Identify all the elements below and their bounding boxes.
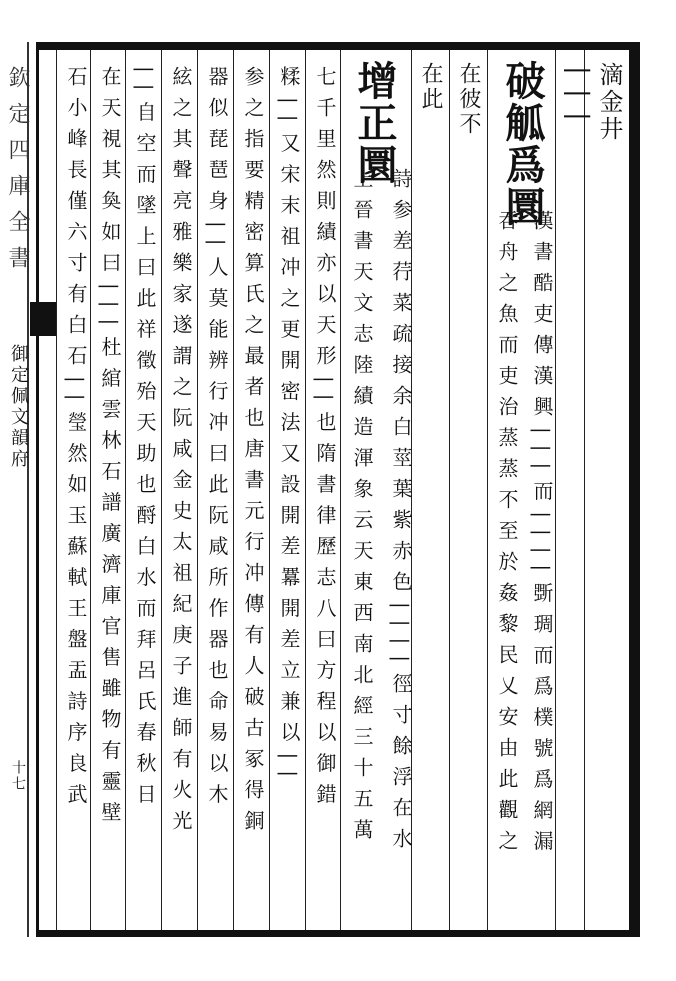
edge-book-title: 御定佩文韻府 xyxy=(8,344,29,470)
text-column: 器似琵琶身||人莫能辨行冲曰此阮咸所作器也命易以木 xyxy=(205,66,229,815)
frame-bottom-border xyxy=(36,930,640,937)
black-block-marker xyxy=(30,302,56,336)
column-rule xyxy=(584,50,585,930)
text-column: 上晉書天文志陸績造渾象云天東西南北經三十五萬 xyxy=(350,168,374,850)
text-column: 参之指要精密算氏之最者也唐書元行冲傳有人破古冢得銅 xyxy=(241,66,265,841)
frame-right-border xyxy=(629,42,640,937)
header-text: 滴金井 xyxy=(595,62,623,143)
column-rule xyxy=(449,50,450,930)
edge-page-number: 十七 xyxy=(10,760,26,792)
cropped-edge-title: 欽定四庫全書 xyxy=(5,66,30,282)
entry-heading: 破觚爲圜 xyxy=(499,60,546,228)
text-column: 七千里然則績亦以天形||也隋書律歷志八曰方程以御錯 xyxy=(313,66,337,815)
frame-top-border xyxy=(36,42,640,50)
text-column: 石小峰長僅六寸有白石||瑩然如玉蘇軾王盤盂詩序良武 xyxy=(64,66,88,815)
text-column: 吞舟之魚而吏治蒸蒸不至於姦黎民乂安由此觀之 xyxy=(495,210,519,861)
frame-left-border xyxy=(36,42,39,937)
text-column: 在天視其奐如曰|||杜綰雲林石譜廣濟庫官售雖物有靈壁 xyxy=(98,66,122,833)
text-column: 絃之其聲亮雅樂家遂謂之阮咸金史太祖紀庚子進師有火光 xyxy=(169,66,193,841)
text-column: 漢書酷吏傳漢興|||而||||斲琱而爲樸號爲網漏 xyxy=(530,210,554,862)
text-column: | | | xyxy=(563,66,593,124)
column-rule xyxy=(56,50,57,930)
entry-heading: 增正圜 xyxy=(351,60,398,186)
text-column: 糅||又宋末祖冲之更開密法又設開差羃開差立兼以|| xyxy=(277,66,301,788)
text-column: 在彼不 xyxy=(456,62,481,137)
text-column: 詩参差荇菜疏接余白莖葉紫赤色||||徑寸餘浮在水 xyxy=(389,168,413,859)
text-column: ||自空而墜上曰此祥徵殆天助也酹白水而拜呂氏春秋日 xyxy=(133,66,157,815)
text-column: 在此 xyxy=(418,62,443,112)
column-rule xyxy=(487,50,488,930)
